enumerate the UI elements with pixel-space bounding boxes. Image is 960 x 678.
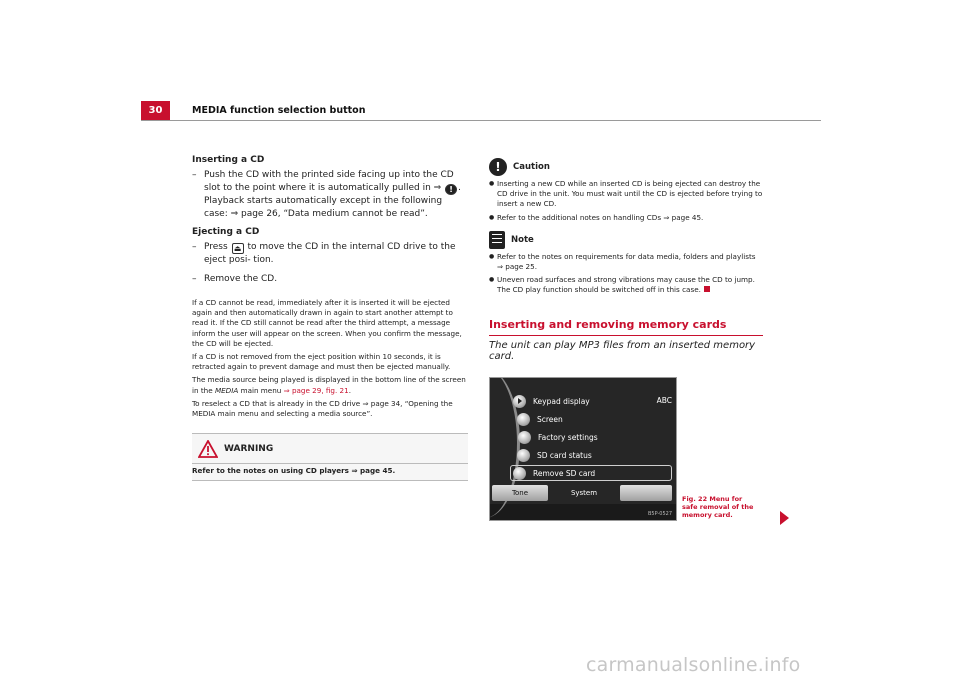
menu-item-sd-card-status[interactable]: SD card status [517, 447, 592, 463]
next-page-arrow-icon [780, 511, 789, 525]
note-heading: Note [489, 231, 763, 249]
menu-item-screen[interactable]: Screen [517, 411, 563, 427]
tab-empty[interactable] [620, 485, 672, 501]
remove-step: – Remove the CD. [192, 274, 278, 284]
selected-knob-icon [513, 395, 526, 408]
left-column [192, 155, 468, 481]
page-title: MEDIA function selection button [192, 105, 366, 116]
paragraph: The media source being played is displayed in the bottom line of the screen in the MEDIA main menu ⇒ page 29, fig. 21. [192, 375, 466, 395]
section-title: Inserting and removing memory cards [489, 318, 763, 336]
knob-icon [517, 449, 530, 462]
note-item: ● Uneven road surfaces and strong vibrations may cause the CD to jump. The CD play function should be switched off in this case. [489, 275, 763, 295]
page-link[interactable]: ⇒ page 29, fig. 21 [283, 385, 349, 395]
knob-icon [517, 413, 530, 426]
menu-item-factory-settings[interactable]: Factory settings [518, 429, 598, 445]
knob-icon [518, 431, 531, 444]
menu-item-remove-sd-card[interactable]: Remove SD card [513, 465, 595, 481]
figure-code: B5P-0527 [647, 511, 672, 517]
section-subtitle: The unit can play MP3 files from an inserted memory card. [489, 339, 756, 362]
warning-label: WARNING [224, 444, 274, 455]
page-number: 30 [141, 101, 170, 120]
paragraph: If a CD is not removed from the eject position within 10 seconds, it is retracted again to prevent damage and must then be ejected manually. [192, 352, 451, 372]
figure-caption: Fig. 22 Menu for safe removal of the memory card. [682, 495, 754, 519]
ejecting-title: Ejecting a CD [192, 227, 260, 237]
warning-text: Refer to the notes on using CD players ⇒ page 45. [192, 463, 468, 475]
eject-icon: ⏏ [232, 243, 244, 254]
note-item: ● Refer to the notes on requirements for data media, folders and playlists ⇒ page 25. [489, 252, 763, 272]
note-icon [489, 231, 505, 249]
paragraph: To reselect a CD that is already in the CD drive ⇒ page 34, “Opening the MEDIA main menu and selecting a media source”. [192, 398, 453, 419]
paragraph: If a CD cannot be read, immediately after it is inserted it will be ejected again and then automatically drawn in again to start another attempt to read it. If the CD still cannot be read after the third attempt, a message inform the user will appear on the screen. When you confirm the message, the CD will be ejected. [192, 298, 462, 348]
inserting-step: – Push the CD with the printed side facing up into the CD slot to the point where it is automatically pulled in ⇒ ! . Playback starts automatically except in the following case: ⇒ page 26, “Data medium cannot be read”. [192, 170, 461, 219]
tab-tone[interactable]: Tone [492, 485, 548, 501]
menu-item-keypad-display[interactable]: Keypad display [513, 393, 590, 409]
knob-icon [513, 467, 526, 480]
tab-system[interactable]: System [570, 489, 598, 497]
ejecting-step: – Press ⏏ to move the CD in the internal CD drive to the eject posi- tion. [192, 242, 456, 265]
watermark: carmanualsonline.info [586, 654, 801, 676]
screen-tabs [490, 484, 677, 502]
end-mark-icon [704, 286, 710, 292]
warning-icon [198, 440, 218, 458]
caution-icon: ! [489, 158, 507, 176]
caution-item: ● Refer to the additional notes on handling CDs ⇒ page 45. [489, 213, 763, 223]
figure-screen [489, 377, 677, 521]
caution-heading: ! Caution [489, 158, 763, 176]
inserting-title: Inserting a CD [192, 155, 265, 165]
caution-inline-icon: ! [445, 184, 457, 195]
warning-box [192, 433, 468, 481]
right-column [489, 158, 763, 362]
caution-item: ● Inserting a new CD while an inserted CD is being ejected can destroy the CD drive in the unit. You must wait until the CD is ejected before trying to insert a new CD. [489, 179, 763, 210]
abc-label: ABC [656, 396, 672, 405]
